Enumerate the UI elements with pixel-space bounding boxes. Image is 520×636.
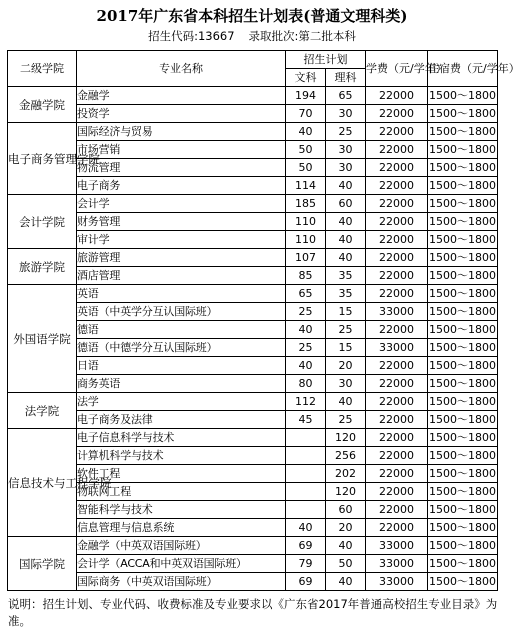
arts-quota: 40: [286, 321, 326, 339]
college-name: 法学院: [8, 393, 77, 429]
dorm-fee: 1500～1800: [428, 447, 498, 465]
major-name: 投资学: [77, 105, 286, 123]
science-quota: 25: [326, 411, 366, 429]
arts-quota: 80: [286, 375, 326, 393]
dorm-fee: 1500～1800: [428, 483, 498, 501]
major-name: 金融学: [77, 87, 286, 105]
tuition-fee: 22000: [366, 375, 428, 393]
arts-quota: [286, 465, 326, 483]
college-name: 国际学院: [8, 537, 77, 591]
dorm-fee: 1500～1800: [428, 375, 498, 393]
science-quota: 15: [326, 303, 366, 321]
arts-quota: 85: [286, 267, 326, 285]
major-name: 商务英语: [77, 375, 286, 393]
major-name: 旅游管理: [77, 249, 286, 267]
science-quota: 20: [326, 357, 366, 375]
dorm-fee: 1500～1800: [428, 537, 498, 555]
arts-quota: 50: [286, 159, 326, 177]
major-name: 会计学: [77, 195, 286, 213]
table-row: [8, 357, 498, 375]
tuition-fee: 22000: [366, 141, 428, 159]
tuition-fee: 22000: [366, 393, 428, 411]
tuition-fee: 22000: [366, 159, 428, 177]
tuition-fee: 22000: [366, 447, 428, 465]
science-quota: 30: [326, 375, 366, 393]
table-row: [8, 339, 498, 357]
table-row: [8, 519, 498, 537]
page-title: 2017年广东省本科招生计划表(普通文理科类): [96, 7, 408, 25]
arts-quota: 40: [286, 123, 326, 141]
major-name: 物流管理: [77, 159, 286, 177]
tuition-fee: 22000: [366, 357, 428, 375]
table-row: [8, 429, 498, 447]
dorm-fee: 1500～1800: [428, 573, 498, 591]
tuition-fee: 22000: [366, 285, 428, 303]
table-row: [8, 195, 498, 213]
arts-quota: 69: [286, 573, 326, 591]
header-major: 专业名称: [77, 51, 286, 87]
tuition-fee: 22000: [366, 177, 428, 195]
major-name: 英语（中英学分互认国际班）: [77, 303, 286, 321]
arts-quota: 107: [286, 249, 326, 267]
header-arts: 文科: [286, 69, 326, 87]
dorm-fee: 1500～1800: [428, 357, 498, 375]
science-quota: 40: [326, 537, 366, 555]
tuition-fee: 22000: [366, 483, 428, 501]
science-quota: 40: [326, 393, 366, 411]
arts-quota: [286, 483, 326, 501]
dorm-fee: 1500～1800: [428, 321, 498, 339]
dorm-fee: 1500～1800: [428, 393, 498, 411]
table-row: [8, 447, 498, 465]
header-dorm: 住宿费（元/学年）: [428, 51, 498, 87]
science-quota: 30: [326, 141, 366, 159]
table-row: [8, 411, 498, 429]
major-name: 软件工程: [77, 465, 286, 483]
science-quota: 60: [326, 501, 366, 519]
arts-quota: [286, 501, 326, 519]
major-name: 德语（中德学分互认国际班）: [77, 339, 286, 357]
dorm-fee: 1500～1800: [428, 411, 498, 429]
table-row: [8, 87, 498, 105]
science-quota: 50: [326, 555, 366, 573]
arts-quota: 50: [286, 141, 326, 159]
tuition-fee: 22000: [366, 105, 428, 123]
arts-quota: 69: [286, 537, 326, 555]
major-name: 物联网工程: [77, 483, 286, 501]
major-name: 英语: [77, 285, 286, 303]
tuition-fee: 33000: [366, 303, 428, 321]
tuition-fee: 22000: [366, 501, 428, 519]
science-quota: 60: [326, 195, 366, 213]
major-name: 国际商务（中英双语国际班）: [77, 573, 286, 591]
arts-quota: 112: [286, 393, 326, 411]
science-quota: 30: [326, 105, 366, 123]
major-name: 会计学（ACCA和中英双语国际班）: [77, 555, 286, 573]
header-plan: 招生计划: [286, 51, 366, 69]
science-quota: 30: [326, 159, 366, 177]
dorm-fee: 1500～1800: [428, 555, 498, 573]
dorm-fee: 1500～1800: [428, 249, 498, 267]
table-row: [8, 141, 498, 159]
tuition-fee: 22000: [366, 429, 428, 447]
arts-quota: 79: [286, 555, 326, 573]
major-name: 日语: [77, 357, 286, 375]
tuition-fee: 33000: [366, 573, 428, 591]
major-name: 金融学（中英双语国际班）: [77, 537, 286, 555]
dorm-fee: 1500～1800: [428, 429, 498, 447]
header-college: 二级学院: [8, 51, 77, 87]
dorm-fee: 1500～1800: [428, 141, 498, 159]
table-row: [8, 375, 498, 393]
science-quota: 40: [326, 573, 366, 591]
science-quota: 120: [326, 483, 366, 501]
arts-quota: 110: [286, 213, 326, 231]
science-quota: 35: [326, 267, 366, 285]
major-name: 酒店管理: [77, 267, 286, 285]
major-name: 法学: [77, 393, 286, 411]
tuition-fee: 22000: [366, 321, 428, 339]
dorm-fee: 1500～1800: [428, 123, 498, 141]
table-row: [8, 249, 498, 267]
dorm-fee: 1500～1800: [428, 285, 498, 303]
table-row: [8, 483, 498, 501]
arts-quota: 185: [286, 195, 326, 213]
dorm-fee: 1500～1800: [428, 213, 498, 231]
college-name: 会计学院: [8, 195, 77, 249]
table-row: [8, 231, 498, 249]
table-row: [8, 105, 498, 123]
dorm-fee: 1500～1800: [428, 519, 498, 537]
table-body: [8, 87, 498, 591]
dorm-fee: 1500～1800: [428, 159, 498, 177]
science-quota: 40: [326, 231, 366, 249]
table-header-row: [8, 51, 498, 69]
tuition-fee: 33000: [366, 339, 428, 357]
admission-batch: 录取批次:第二批本科: [248, 29, 356, 43]
dorm-fee: 1500～1800: [428, 87, 498, 105]
arts-quota: [286, 429, 326, 447]
science-quota: 40: [326, 249, 366, 267]
science-quota: 25: [326, 321, 366, 339]
major-name: 审计学: [77, 231, 286, 249]
page-subtitle: [0, 28, 504, 44]
tuition-fee: 22000: [366, 231, 428, 249]
dorm-fee: 1500～1800: [428, 267, 498, 285]
table-row: [8, 573, 498, 591]
science-quota: 65: [326, 87, 366, 105]
arts-quota: 110: [286, 231, 326, 249]
science-quota: 25: [326, 123, 366, 141]
science-quota: 256: [326, 447, 366, 465]
tuition-fee: 22000: [366, 195, 428, 213]
college-name: 金融学院: [8, 87, 77, 123]
arts-quota: 65: [286, 285, 326, 303]
tuition-fee: 22000: [366, 213, 428, 231]
table-row: [8, 123, 498, 141]
dorm-fee: 1500～1800: [428, 177, 498, 195]
table-row: [8, 267, 498, 285]
major-name: 电子商务及法律: [77, 411, 286, 429]
arts-quota: [286, 447, 326, 465]
science-quota: 40: [326, 177, 366, 195]
science-quota: 202: [326, 465, 366, 483]
arts-quota: 194: [286, 87, 326, 105]
table-row: [8, 321, 498, 339]
science-quota: 40: [326, 213, 366, 231]
college-name: 信息技术与工程学院: [8, 429, 77, 537]
major-name: 智能科学与技术: [77, 501, 286, 519]
arts-quota: 114: [286, 177, 326, 195]
major-name: 信息管理与信息系统: [77, 519, 286, 537]
college-name: 外国语学院: [8, 285, 77, 393]
major-name: 财务管理: [77, 213, 286, 231]
table-row: [8, 303, 498, 321]
major-name: 市场营销: [77, 141, 286, 159]
admission-plan-table: [7, 50, 520, 591]
tuition-fee: 22000: [366, 123, 428, 141]
science-quota: 15: [326, 339, 366, 357]
table-row: [8, 501, 498, 519]
header-tuition: 学费（元/学年）: [366, 51, 428, 87]
table-row: [8, 159, 498, 177]
table-row: [8, 555, 498, 573]
tuition-fee: 33000: [366, 537, 428, 555]
enrollment-code: 招生代码:13667: [148, 29, 235, 43]
dorm-fee: 1500～1800: [428, 339, 498, 357]
arts-quota: 45: [286, 411, 326, 429]
major-name: 电子信息科学与技术: [77, 429, 286, 447]
science-quota: 20: [326, 519, 366, 537]
dorm-fee: 1500～1800: [428, 231, 498, 249]
tuition-fee: 33000: [366, 555, 428, 573]
college-name: 电子商务管理学院: [8, 123, 77, 195]
tuition-fee: 22000: [366, 249, 428, 267]
tuition-fee: 22000: [366, 87, 428, 105]
arts-quota: 40: [286, 357, 326, 375]
tuition-fee: 22000: [366, 465, 428, 483]
major-name: 电子商务: [77, 177, 286, 195]
dorm-fee: 1500～1800: [428, 501, 498, 519]
table-row: [8, 177, 498, 195]
table-row: [8, 213, 498, 231]
arts-quota: 25: [286, 339, 326, 357]
science-quota: 35: [326, 285, 366, 303]
dorm-fee: 1500～1800: [428, 195, 498, 213]
science-quota: 120: [326, 429, 366, 447]
arts-quota: 25: [286, 303, 326, 321]
tuition-fee: 22000: [366, 267, 428, 285]
arts-quota: 40: [286, 519, 326, 537]
arts-quota: 70: [286, 105, 326, 123]
footnote: 说明：招生计划、专业代码、收费标准及专业要求以《广东省2017年普通高校招生专业目录》为准。: [8, 597, 498, 628]
table-row: [8, 465, 498, 483]
dorm-fee: 1500～1800: [428, 105, 498, 123]
tuition-fee: 22000: [366, 411, 428, 429]
dorm-fee: 1500～1800: [428, 303, 498, 321]
table-row: [8, 537, 498, 555]
header-science: 理科: [326, 69, 366, 87]
major-name: 国际经济与贸易: [77, 123, 286, 141]
table-row: [8, 285, 498, 303]
college-name: 旅游学院: [8, 249, 77, 285]
table-row: [8, 393, 498, 411]
major-name: 德语: [77, 321, 286, 339]
dorm-fee: 1500～1800: [428, 465, 498, 483]
tuition-fee: 22000: [366, 519, 428, 537]
major-name: 计算机科学与技术: [77, 447, 286, 465]
